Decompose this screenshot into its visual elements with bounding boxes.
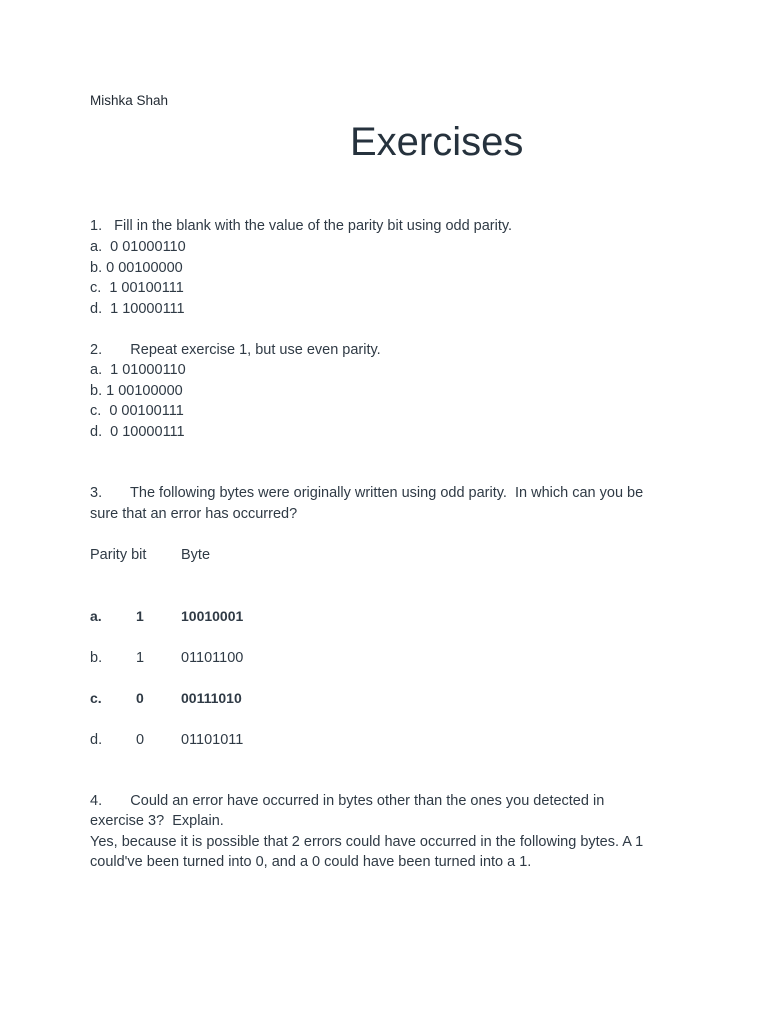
question-2-prompt: 2. Repeat exercise 1, but use even parity. <box>90 342 381 358</box>
question-3-prompt-line-1: 3. The following bytes were originally written using odd parity. In which can you be <box>90 485 644 501</box>
question-2-option-c: c. 0 00100111 <box>90 403 184 419</box>
row-byte: 10010001 <box>181 608 244 624</box>
question-4-answer-line-1: Yes, because it is possible that 2 errors could have occurred in the following bytes. A 1 <box>90 834 644 850</box>
question-1-option-d: d. 1 10000111 <box>90 301 185 317</box>
row-byte: 00111010 <box>181 690 242 706</box>
row-parity-bit: 0 <box>136 732 145 748</box>
question-4-prompt-line-2: exercise 3? Explain. <box>90 813 224 829</box>
row-byte: 01101100 <box>181 650 244 666</box>
row-label: d. <box>90 732 103 748</box>
question-1-prompt: 1. Fill in the blank with the value of the parity bit using odd parity. <box>90 218 513 234</box>
question-2-option-b: b. 1 00100000 <box>90 383 183 399</box>
question-3-prompt-line-2: sure that an error has occurred? <box>90 506 298 522</box>
row-parity-bit: 1 <box>136 650 145 666</box>
row-parity-bit: 1 <box>136 608 144 624</box>
author-name: Mishka Shah <box>90 93 169 108</box>
byte-header: Byte <box>181 547 211 563</box>
question-4-prompt-line-1: 4. Could an error have occurred in bytes other than the ones you detected in <box>90 793 605 809</box>
question-2-option-a: a. 1 01000110 <box>90 362 186 378</box>
row-byte: 01101011 <box>181 732 244 748</box>
parity-bit-header: Parity bit <box>90 547 147 563</box>
question-2-option-d: d. 0 10000111 <box>90 424 185 440</box>
question-1-option-a: a. 0 01000110 <box>90 239 186 255</box>
row-parity-bit: 0 <box>136 690 144 706</box>
page-title: Exercises <box>350 120 524 164</box>
question-1-option-b: b. 0 00100000 <box>90 260 183 276</box>
question-4-answer-line-2: could've been turned into 0, and a 0 could have been turned into a 1. <box>90 854 532 870</box>
question-1-option-c: c. 1 00100111 <box>90 280 184 296</box>
row-label: a. <box>90 608 102 624</box>
row-label: c. <box>90 690 102 706</box>
row-label: b. <box>90 650 103 666</box>
